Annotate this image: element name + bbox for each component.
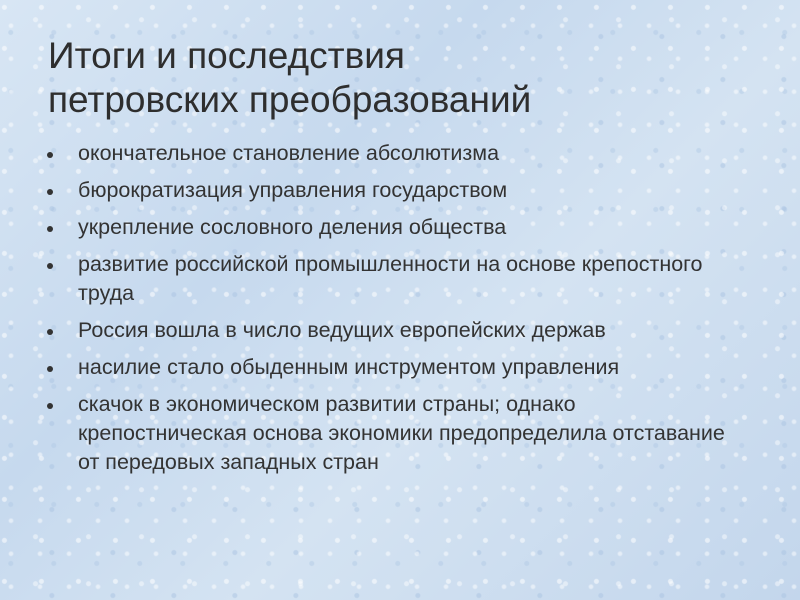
bullet-dot-icon <box>47 152 53 158</box>
bullet-text: скачок в экономическом развитии страны; однако крепостническая основа экономики предопределила отставание от передовых западных стран <box>78 392 725 474</box>
bullet-text: развитие российской промышленности на основе крепостного труда <box>78 252 703 305</box>
bullet-text: Россия вошла в число ведущих европейских держав <box>78 318 606 342</box>
bullet-dot-icon <box>47 263 53 269</box>
bullet-item <box>46 250 746 308</box>
slide-title <box>48 34 768 122</box>
bullet-text: насилие стало обыденным инструментом управления <box>78 355 620 379</box>
bullet-dot-icon <box>47 189 53 195</box>
bullet-list <box>46 139 746 485</box>
slide-title-line-2: петровских преобразований <box>48 79 532 120</box>
bullet-item <box>46 316 746 345</box>
bullet-item <box>46 139 746 168</box>
slide-title-line-1: Итоги и последствия <box>48 35 405 76</box>
bullet-dot-icon <box>47 329 53 335</box>
bullet-item <box>46 390 746 477</box>
bullet-item <box>46 213 746 242</box>
bullet-text: бюрократизация управления государством <box>78 178 508 202</box>
bullet-text: укрепление сословного деления общества <box>78 215 507 239</box>
bullet-item <box>46 353 746 382</box>
bullet-dot-icon <box>47 366 53 372</box>
bullet-dot-icon <box>47 226 53 232</box>
bullet-dot-icon <box>47 403 53 409</box>
bullet-text: окончательное становление абсолютизма <box>78 141 500 165</box>
bullet-item <box>46 176 746 205</box>
